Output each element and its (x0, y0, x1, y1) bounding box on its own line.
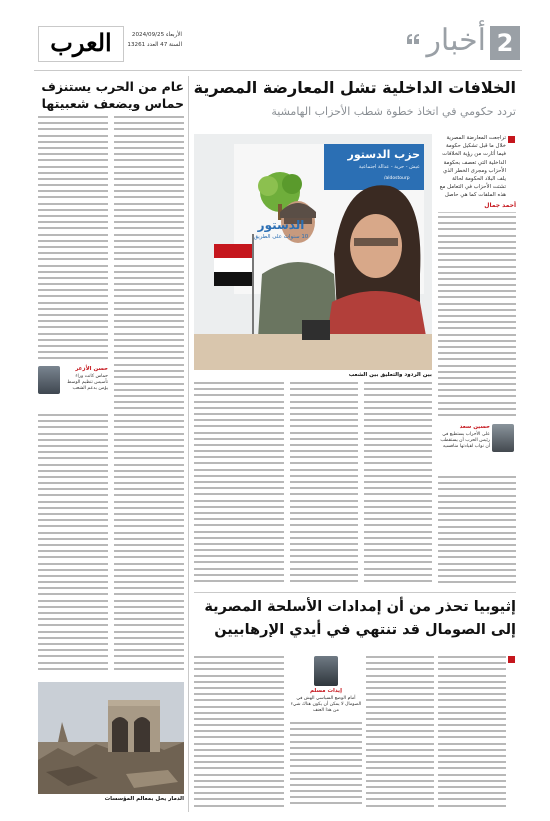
second-marker (508, 656, 515, 663)
lead-quote-text: على الأحزاب يستطيع في رئيس الحزب أن يستقطب أن نواب لقيادتها منافسيه (440, 432, 490, 449)
side-quote-text: حماس كانت وراء تأسيس تنظيم الوسط يؤمن بدعم الشعب (67, 374, 108, 391)
intro-divider (438, 212, 516, 213)
logo-text: العرب (50, 28, 112, 57)
photo-banner-title: حزب الدستور (347, 148, 420, 161)
lead-photo-caption: بين الردود والتعليق بين الشعب (348, 372, 432, 378)
second-body-col2 (366, 656, 434, 812)
side-quote-box (38, 364, 110, 410)
lead-byline: أحمد جمال (484, 202, 516, 209)
page-number-box (490, 26, 520, 60)
newspaper-logo (38, 26, 124, 62)
issue-number: السنة 47 العدد 13261 (127, 42, 182, 48)
side-quote-portrait (38, 366, 60, 394)
photo-handle: /aldostourp (384, 176, 410, 181)
lead-photo (194, 134, 432, 370)
second-quote-name: إيدات مسلم (309, 688, 342, 694)
side-quote-name: حسن الأزعر (75, 366, 108, 372)
issue-date: الأربعاء 2024/09/25 (131, 32, 182, 38)
story-divider (194, 592, 516, 593)
masthead (34, 20, 522, 68)
side-photo (38, 682, 184, 794)
lead-body-col3 (290, 382, 358, 586)
second-headline: إثيوبيا تحذر من أن إمدادات الأسلحة المصرية إلى الصومال قد تنتهي في أيدي الإرهابيين (204, 599, 516, 638)
masthead-divider (34, 70, 522, 71)
column-divider (188, 76, 189, 812)
photo-logo-text: الدستور (257, 218, 305, 232)
second-quote-text: أمام الوضع السياسي الهش في الصومال لا يمكن أن يكون هناك شيء من هذا العنف (290, 696, 362, 713)
side-body-lower (38, 414, 184, 676)
second-quote-portrait (314, 656, 338, 686)
lead-body-col2 (364, 382, 432, 586)
quote-mark-icon (406, 30, 420, 42)
lead-subheadline: تردد حكومي في اتخاذ خطوة شطب الأحزاب الهامشية (271, 105, 516, 118)
second-body-col4 (194, 656, 284, 812)
lead-quote-box (436, 422, 516, 472)
second-body-col1 (438, 656, 506, 812)
intro-marker (508, 136, 515, 143)
lead-quote-portrait (492, 424, 514, 452)
photo-banner-sub: عيش - حرية - عدالة اجتماعية (358, 164, 420, 170)
lead-headline: الخلافات الداخلية تشل المعارضة المصرية (193, 78, 516, 97)
second-body-col3 (290, 722, 362, 812)
side-headline: عام من الحرب يستنزف حماس ويضعف شعبيتها (41, 79, 184, 111)
lead-quote-name: حسين سعد (459, 424, 490, 430)
side-body-continued (114, 364, 184, 410)
lead-intro: تراجعت المعارضة المصرية خلال ما قبل تشكيل حكومة فيما أثارت من رؤية الخلافات الداخلية التي تعصف بحكومة الأحزاب ومجرى الخطر الذي يلف البلاد الحكومة لحالة تشتت الأحزاب في التعامل مع هذه الملفات كما هي حاصل (439, 135, 506, 199)
side-body (38, 116, 184, 362)
lead-body-col1 (438, 216, 516, 420)
section-name: أخبار (426, 23, 486, 58)
second-quote-box (290, 656, 362, 718)
page-number: 2 (496, 29, 514, 57)
lead-body-col4 (194, 382, 284, 586)
side-photo-caption: الدمار يحل بمعالم المؤسسات (104, 796, 184, 802)
lead-body-col1b (438, 476, 516, 586)
photo-slogan: 10 سنوات على الطريق (253, 234, 309, 240)
